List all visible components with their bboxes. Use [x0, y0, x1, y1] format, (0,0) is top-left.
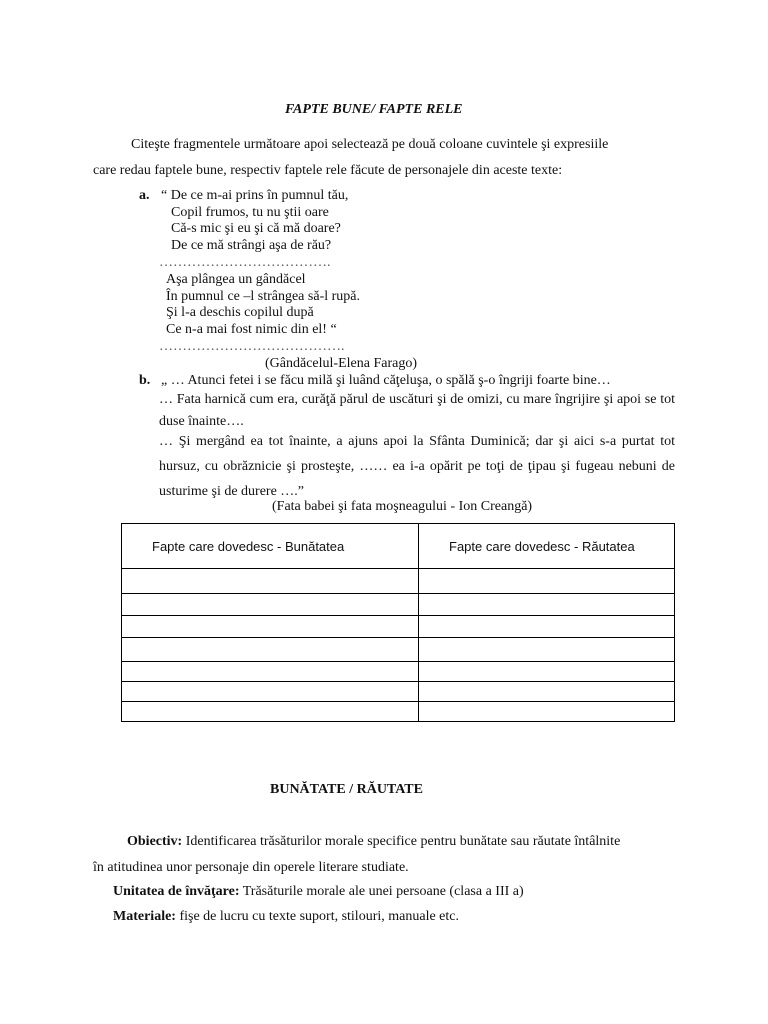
section-title: BUNĂTATE / RĂUTATE [270, 782, 423, 797]
cell-malice[interactable] [419, 662, 675, 682]
cell-kindness[interactable] [122, 616, 419, 638]
cell-malice[interactable] [419, 616, 675, 638]
fragment-b-source: (Fata babei şi fata moşneagului - Ion Creangă) [272, 499, 533, 514]
intro-line-1: Citeşte fragmentele următoare apoi selectează pe două coloane cuvintele şi expresiile [131, 137, 609, 152]
cell-kindness[interactable] [122, 682, 419, 702]
fragment-b-paragraph-2: … Şi mergând ea tot înainte, a ajuns apoi la Sfânta Duminică; dar şi aici s-a purtat tot hursuz, cu obrăznicie şi prosteşte, …… ea i-a opărit pe toţi de ţipau şi fugeau nebuni de usturime şi de durere ….” [159, 434, 675, 499]
poem-line: “ De ce m-ai prins în pumnul tău, [161, 188, 349, 203]
table-row [122, 616, 675, 638]
poem-line: Copil frumos, tu nu ştii oare [171, 205, 329, 220]
objective-line-2: în atitudinea unor personaje din operele literare studiate. [93, 860, 409, 875]
poem-dots: ………………………………. [159, 255, 331, 270]
poem-line: Ce n-a mai fost nimic din el! “ [166, 322, 337, 337]
facts-table [121, 523, 675, 722]
poem-line: Aşa plângea un gândăcel [166, 272, 306, 287]
table-header-row [122, 524, 675, 569]
header-kindness: Fapte care dovedesc - Bunătatea [122, 524, 419, 569]
page-title: FAPTE BUNE/ FAPTE RELE [285, 102, 463, 117]
unit-line [113, 884, 524, 900]
poem-line: Că-s mic şi eu şi că mă doare? [171, 221, 341, 236]
cell-kindness[interactable] [122, 569, 419, 594]
objective-label: Obiectiv: [127, 834, 183, 849]
cell-kindness[interactable] [122, 594, 419, 616]
header-malice: Fapte care dovedesc - Răutatea [419, 524, 675, 569]
poem-line: În pumnul ce –l strângea să-l rupă. [166, 289, 360, 304]
table-row [122, 594, 675, 616]
fragment-b-line-1: „ … Atunci fetei i se făcu milă şi luând căţeluşa, o spălă ş-o îngriji foarte bine… [161, 373, 611, 388]
cell-kindness[interactable] [122, 662, 419, 682]
materials-label: Materiale: [113, 909, 176, 924]
cell-kindness[interactable] [122, 702, 419, 722]
cell-malice[interactable] [419, 594, 675, 616]
fragment-b-marker: b. [139, 373, 151, 388]
fragment-b-paragraph-1: … Fata harnică cum era, curăţă părul de uscături şi de omizi, cu mare îngrijire şi apoi se tot duse înainte…. [159, 392, 675, 429]
poem-line: De ce mă strângi aşa de rău? [171, 238, 332, 253]
unit-text: Trăsăturile morale ale unei persoane (clasa a III a) [239, 884, 524, 899]
poem-line: Şi l-a deschis copilul după [166, 305, 314, 320]
table-row [122, 682, 675, 702]
cell-kindness[interactable] [122, 638, 419, 662]
materials-text: fişe de lucru cu texte suport, stilouri, manuale etc. [175, 909, 459, 924]
cell-malice[interactable] [419, 702, 675, 722]
intro-line-2: care redau faptele bune, respectiv faptele rele făcute de personajele din aceste texte: [93, 163, 563, 178]
objective-line [127, 834, 620, 850]
cell-malice[interactable] [419, 682, 675, 702]
fragment-a-marker: a. [139, 188, 150, 203]
table-row [122, 569, 675, 594]
cell-malice[interactable] [419, 638, 675, 662]
table-row [122, 662, 675, 682]
materials-line [113, 909, 459, 925]
cell-malice[interactable] [419, 569, 675, 594]
objective-text: Identificarea trăsăturilor morale specifice pentru bunătate sau răutate întâlnite [182, 834, 621, 849]
table-row [122, 702, 675, 722]
poem-dots: …………………………………. [159, 339, 345, 354]
unit-label: Unitatea de învăţare: [113, 884, 240, 899]
table-row [122, 638, 675, 662]
fragment-a-source: (Gândăcelul-Elena Farago) [265, 356, 417, 371]
